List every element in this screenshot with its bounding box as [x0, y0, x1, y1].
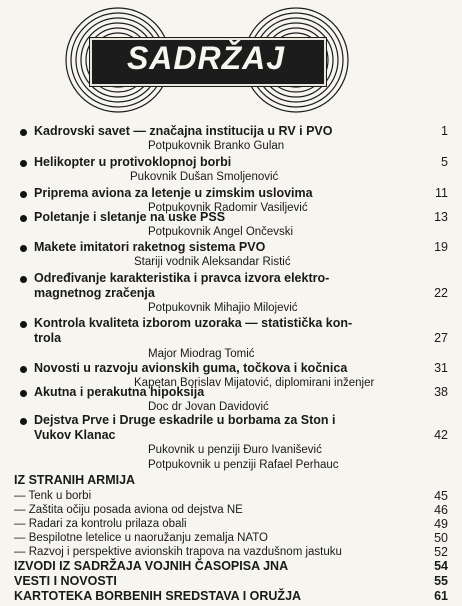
- entry-title-line: magnetnog zračenja: [34, 286, 155, 300]
- entry-page: 13: [434, 210, 448, 224]
- foreign-item-page: 45: [434, 489, 448, 503]
- section-page: 55: [434, 574, 448, 588]
- entry-author: Potpukovnik Radomir Vasiljević: [148, 202, 308, 214]
- bullet-icon: [20, 129, 27, 136]
- foreign-item-title: — Zaštita očiju posada aviona od dejstva NE: [14, 504, 243, 516]
- entry-title-line: Određivanje karakteristika i pravca izvora elektro-: [34, 271, 330, 285]
- entry-title: Kadrovski savet — značajna institucija u RV i PVO: [34, 124, 333, 138]
- entry-page: 27: [434, 331, 448, 345]
- section-title: KARTOTEKA BORBENIH SREDSTAVA I ORUŽJA: [14, 589, 302, 603]
- entry-title: Makete imitatori raketnog sistema PVO: [34, 240, 266, 254]
- entry-page: 42: [434, 428, 448, 442]
- section-title: VESTI I NOVOSTI: [14, 574, 117, 588]
- section-heading: IZ STRANIH ARMIJA: [14, 473, 136, 487]
- entry-author: Potpukovnik u penziji Rafael Perhauc: [148, 459, 339, 471]
- entry-title-line: trola: [34, 331, 62, 345]
- section-page: 54: [434, 559, 448, 573]
- section-page: 61: [434, 589, 448, 603]
- entry-author: Major Miodrag Tomić: [148, 348, 255, 360]
- entry-title-line: Dejstva Prve i Druge eskadrile u borbama za Ston i: [34, 413, 336, 427]
- entry-author: Stariji vodnik Aleksandar Ristić: [134, 256, 291, 268]
- entry-title: Novosti u razvoju avionskih guma, točkova i kočnica: [34, 361, 348, 375]
- entry-page: 31: [434, 361, 448, 375]
- foreign-item-title: — Tenk u borbi: [14, 490, 92, 502]
- entry-title: Akutna i perakutna hipoksija: [34, 385, 205, 399]
- bullet-icon: [20, 418, 27, 425]
- entry-title: Priprema aviona za letenje u zimskim uslovima: [34, 186, 313, 200]
- page-title: SADRŽAJ: [126, 40, 286, 76]
- entry-page: 11: [435, 186, 448, 200]
- entry-author: Potpukovnik Mihajio Milojević: [148, 302, 298, 314]
- bullet-icon: [20, 245, 27, 252]
- entry-page: 38: [434, 385, 448, 399]
- entry-author: Pukovnik Dušan Smoljenović: [130, 171, 279, 183]
- foreign-item-page: 50: [434, 531, 448, 545]
- foreign-item-page: 52: [434, 545, 448, 559]
- entry-author: Potpukovnik Angel Ončevski: [148, 226, 294, 238]
- bullet-icon: [20, 160, 27, 167]
- bullet-icon: [20, 215, 27, 222]
- bullet-icon: [20, 366, 27, 373]
- foreign-item-title: — Bespilotne letelice u naoružanju zemalja NATO: [14, 532, 268, 544]
- entry-title-line: Kontrola kvaliteta izborom uzoraka — statistička kon-: [34, 316, 353, 330]
- foreign-item-title: — Razvoj i perspektive avionskih trapova na vazdušnom jastuku: [14, 546, 342, 558]
- entry-title: Poletanje i sletanje na uske PSS: [34, 210, 226, 224]
- entry-author: Kapetan Borislav Mijatović, diplomirani inženjer: [134, 377, 375, 389]
- section-title: IZVODI IZ SADRŽAJA VOJNIH ČASOPISA JNA: [14, 559, 289, 573]
- foreign-item-page: 46: [434, 503, 448, 517]
- entry-page: 22: [434, 286, 448, 300]
- entry-page: 19: [434, 240, 448, 254]
- bullet-icon: [20, 276, 27, 283]
- entry-page: 1: [441, 124, 448, 138]
- bullet-icon: [20, 191, 27, 198]
- entry-author: Potpukovnik Branko Gulan: [148, 140, 285, 152]
- entry-author: Pukovnik u penziji Đuro Ivanišević: [148, 444, 322, 456]
- foreign-item-title: — Radari za kontrolu prilaza obali: [14, 518, 187, 530]
- entry-title: Helikopter u protivoklopnoj borbi: [34, 155, 232, 169]
- entry-page: 5: [441, 155, 448, 169]
- foreign-item-page: 49: [434, 517, 448, 531]
- entry-title-line: Vukov Klanac: [34, 428, 116, 442]
- bullet-icon: [20, 390, 27, 397]
- bullet-icon: [20, 321, 27, 328]
- entry-author: Doc dr Jovan Davidović: [148, 401, 269, 413]
